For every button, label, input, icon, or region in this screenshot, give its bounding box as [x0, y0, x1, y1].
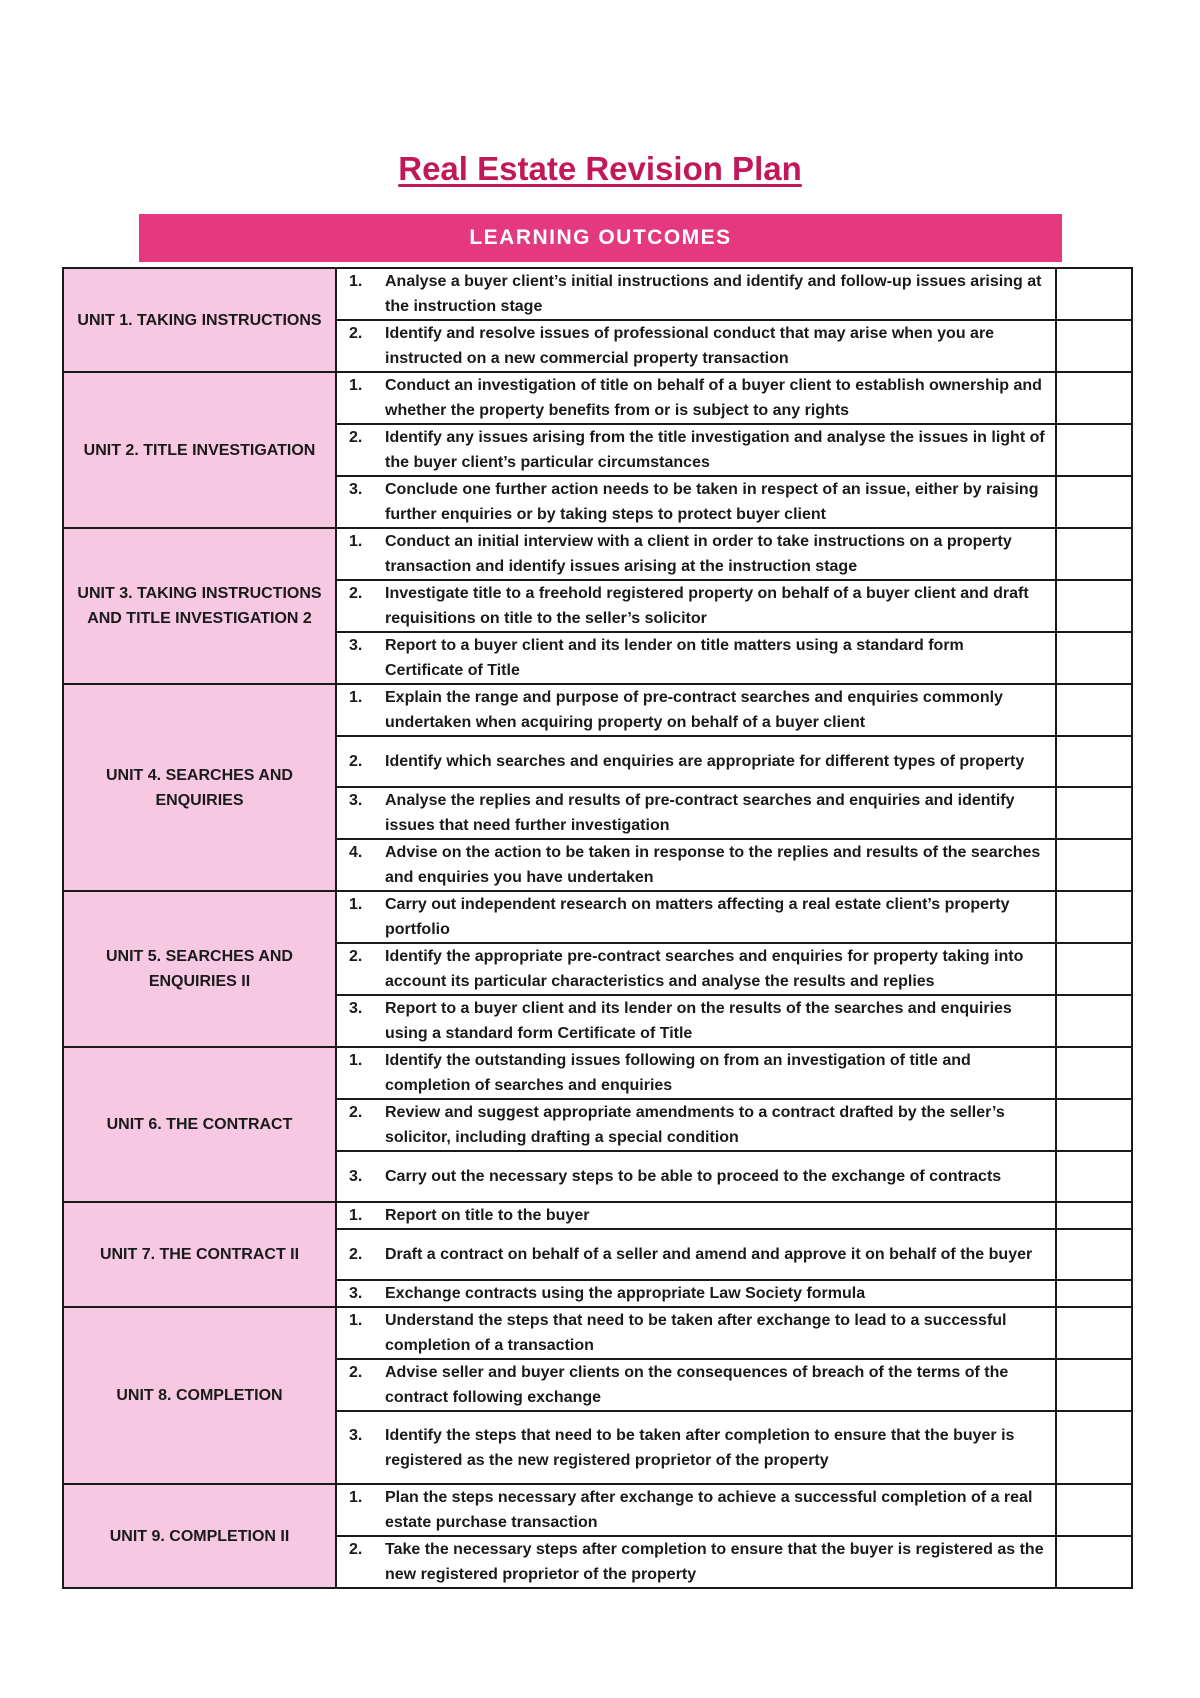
- outcome-cell: [336, 528, 1056, 580]
- outcome-item: [337, 1203, 1055, 1228]
- outcome-number: 1.: [349, 273, 363, 290]
- outcome-item: [337, 425, 1055, 475]
- outcome-text: Conclude one further action needs to be taken in respect of an issue, either by raising further enquiries or by taking steps to protect buyer client: [385, 481, 1039, 523]
- checkbox-cell[interactable]: [1056, 1202, 1132, 1229]
- outcome-item: [337, 1048, 1055, 1098]
- outcome-number: 1.: [349, 533, 363, 550]
- outcome-number: 1.: [349, 1207, 363, 1224]
- outcome-cell: [336, 1202, 1056, 1229]
- outcome-item: [337, 749, 1055, 774]
- outcome-item: [337, 373, 1055, 423]
- outcome-text: Advise on the action to be taken in response to the replies and results of the searches and enquiries you have undertaken: [385, 844, 1041, 886]
- outcome-item: [337, 996, 1055, 1046]
- outcome-number: 2.: [349, 325, 363, 342]
- checkbox-cell[interactable]: [1056, 736, 1132, 787]
- outcome-number: 3.: [349, 1426, 363, 1444]
- learning-outcomes-banner: LEARNING OUTCOMES: [139, 214, 1062, 262]
- outcome-text: Draft a contract on behalf of a seller and amend and approve it on behalf of the buyer: [385, 1246, 1033, 1263]
- outcome-text: Analyse a buyer client’s initial instructions and identify and follow-up issues arising at the instruction stage: [385, 273, 1042, 315]
- outcome-text: Identify the appropriate pre-contract searches and enquiries for property taking into account its particular characteristics and analyse the results and replies: [385, 948, 1024, 990]
- outcome-number: 3.: [349, 1285, 363, 1302]
- outcome-cell: [336, 632, 1056, 684]
- unit-title: UNIT 5. SEARCHES AND ENQUIRIES II: [63, 891, 336, 1047]
- checkbox-cell[interactable]: [1056, 268, 1132, 320]
- outcome-text: Carry out the necessary steps to be able to proceed to the exchange of contracts: [385, 1168, 1002, 1185]
- outcome-cell: [336, 684, 1056, 736]
- outcome-number: 2.: [349, 429, 363, 446]
- outcome-cell: [336, 839, 1056, 891]
- table-row: [63, 1484, 1132, 1536]
- table-row: [63, 1202, 1132, 1229]
- outcome-item: [337, 529, 1055, 579]
- outcome-item: [337, 685, 1055, 735]
- unit-title: UNIT 8. COMPLETION: [63, 1307, 336, 1484]
- outcome-cell: [336, 424, 1056, 476]
- outcome-cell: [336, 580, 1056, 632]
- outcome-text: Identify any issues arising from the title investigation and analyse the issues in light of the buyer client’s particular circumstances: [385, 429, 1045, 471]
- outcome-number: 3.: [349, 792, 363, 809]
- outcome-item: [337, 1242, 1055, 1267]
- outcomes-table: [62, 267, 1133, 1589]
- outcome-text: Identify which searches and enquiries are appropriate for different types of property: [385, 753, 1025, 770]
- outcome-item: [337, 477, 1055, 527]
- table-row: [63, 372, 1132, 424]
- checkbox-cell[interactable]: [1056, 1307, 1132, 1359]
- outcome-number: 3.: [349, 481, 363, 498]
- outcome-item: [337, 321, 1055, 371]
- outcome-number: 1.: [349, 1489, 363, 1506]
- outcome-text: Exchange contracts using the appropriate Law Society formula: [385, 1285, 866, 1302]
- outcome-cell: [336, 320, 1056, 372]
- unit-title: UNIT 2. TITLE INVESTIGATION: [63, 372, 336, 528]
- outcome-cell: [336, 995, 1056, 1047]
- table-row: [63, 684, 1132, 736]
- outcome-item: [337, 840, 1055, 890]
- outcome-text: Conduct an investigation of title on behalf of a buyer client to establish ownership and whether the property benefits from or is subject to any rights: [385, 377, 1042, 419]
- outcome-number: 2.: [349, 753, 363, 770]
- unit-title: UNIT 7. THE CONTRACT II: [63, 1202, 336, 1307]
- outcome-cell: [336, 1099, 1056, 1151]
- outcome-text: Identify and resolve issues of professional conduct that may arise when you are instructed on a new commercial property transaction: [385, 325, 995, 367]
- outcome-text: Identify the steps that need to be taken after completion to ensure that the buyer is registered as the new registered proprietor of the property: [385, 1426, 1015, 1469]
- outcome-number: 3.: [349, 1000, 363, 1017]
- outcome-number: 2.: [349, 1364, 363, 1381]
- checkbox-cell[interactable]: [1056, 1151, 1132, 1202]
- outcome-item: [337, 788, 1055, 838]
- outcome-cell: [336, 736, 1056, 787]
- outcome-cell: [336, 1359, 1056, 1411]
- checkbox-cell[interactable]: [1056, 1411, 1132, 1484]
- outcome-item: [337, 1360, 1055, 1410]
- outcome-text: Understand the steps that need to be taken after exchange to lead to a successful completion of a transaction: [385, 1312, 1007, 1354]
- outcome-text: Plan the steps necessary after exchange to achieve a successful completion of a real estate purchase transaction: [385, 1489, 1033, 1531]
- outcome-cell: [336, 476, 1056, 528]
- outcome-number: 1.: [349, 377, 363, 394]
- outcome-text: Carry out independent research on matters affecting a real estate client’s property portfolio: [385, 896, 1010, 938]
- checkbox-cell[interactable]: [1056, 891, 1132, 943]
- unit-title: UNIT 4. SEARCHES AND ENQUIRIES: [63, 684, 336, 891]
- outcome-text: Analyse the replies and results of pre-contract searches and enquiries and identify issues that need further investigation: [385, 792, 1015, 834]
- checkbox-cell[interactable]: [1056, 1280, 1132, 1307]
- outcome-item: [337, 892, 1055, 942]
- outcome-item: [337, 1281, 1055, 1306]
- outcome-cell: [336, 943, 1056, 995]
- checkbox-cell[interactable]: [1056, 1047, 1132, 1099]
- checkbox-cell[interactable]: [1056, 787, 1132, 839]
- outcome-text: Report to a buyer client and its lender on title matters using a standard form Certificate of Title: [385, 637, 964, 679]
- outcome-number: 2.: [349, 1541, 363, 1558]
- outcome-text: Advise seller and buyer clients on the consequences of breach of the terms of the contract following exchange: [385, 1364, 1009, 1406]
- checkbox-cell[interactable]: [1056, 684, 1132, 736]
- outcome-number: 2.: [349, 585, 363, 602]
- outcome-cell: [336, 891, 1056, 943]
- outcome-cell: [336, 1536, 1056, 1588]
- unit-title: UNIT 6. THE CONTRACT: [63, 1047, 336, 1202]
- outcome-item: [337, 1423, 1055, 1473]
- checkbox-cell[interactable]: [1056, 632, 1132, 684]
- outcome-cell: [336, 1307, 1056, 1359]
- checkbox-cell[interactable]: [1056, 424, 1132, 476]
- unit-title: UNIT 1. TAKING INSTRUCTIONS: [63, 268, 336, 372]
- checkbox-cell[interactable]: [1056, 1099, 1132, 1151]
- outcome-number: 2.: [349, 1246, 363, 1263]
- checkbox-cell[interactable]: [1056, 528, 1132, 580]
- outcome-item: [337, 944, 1055, 994]
- table-row: [63, 268, 1132, 320]
- outcome-text: Explain the range and purpose of pre-contract searches and enquiries commonly undertaken when acquiring property on behalf of a buyer client: [385, 689, 1003, 731]
- outcome-item: [337, 1308, 1055, 1358]
- outcome-text: Identify the outstanding issues following on from an investigation of title and completion of searches and enquiries: [385, 1052, 971, 1094]
- checkbox-cell[interactable]: [1056, 943, 1132, 995]
- table-row: [63, 1307, 1132, 1359]
- outcome-number: 1.: [349, 896, 363, 913]
- outcome-text: Take the necessary steps after completion to ensure that the buyer is registered as the new registered proprietor of the property: [385, 1541, 1044, 1583]
- outcome-cell: [336, 1411, 1056, 1484]
- outcome-cell: [336, 1047, 1056, 1099]
- outcome-text: Investigate title to a freehold registered property on behalf of a buyer client and draft requisitions on title to the seller’s solicitor: [385, 585, 1029, 627]
- outcome-number: 4.: [349, 844, 363, 861]
- outcome-text: Conduct an initial interview with a client in order to take instructions on a property transaction and identify issues arising at the instruction stage: [385, 533, 1012, 575]
- table-row: [63, 1047, 1132, 1099]
- checkbox-cell[interactable]: [1056, 1536, 1132, 1588]
- checkbox-cell[interactable]: [1056, 1229, 1132, 1280]
- checkbox-cell[interactable]: [1056, 476, 1132, 528]
- outcome-cell: [336, 1229, 1056, 1280]
- checkbox-cell[interactable]: [1056, 372, 1132, 424]
- checkbox-cell[interactable]: [1056, 1359, 1132, 1411]
- outcome-number: 1.: [349, 689, 363, 706]
- outcome-number: 1.: [349, 1312, 363, 1329]
- table-row: [63, 891, 1132, 943]
- outcome-cell: [336, 1151, 1056, 1202]
- outcome-item: [337, 581, 1055, 631]
- outcome-number: 2.: [349, 1104, 363, 1121]
- outcome-text: Report to a buyer client and its lender on the results of the searches and enquiries using a standard form Certificate of Title: [385, 1000, 1012, 1042]
- outcome-number: 1.: [349, 1052, 363, 1069]
- outcome-cell: [336, 372, 1056, 424]
- outcome-text: Report on title to the buyer: [385, 1207, 590, 1224]
- checkbox-cell[interactable]: [1056, 839, 1132, 891]
- page-title: Real Estate Revision Plan: [398, 150, 802, 187]
- outcome-number: 2.: [349, 948, 363, 965]
- checkbox-cell[interactable]: [1056, 1484, 1132, 1536]
- outcome-item: [337, 1485, 1055, 1535]
- outcome-cell: [336, 787, 1056, 839]
- outcome-number: 3.: [349, 637, 363, 654]
- unit-title: UNIT 9. COMPLETION II: [63, 1484, 336, 1588]
- outcome-text: Review and suggest appropriate amendments to a contract drafted by the seller’s solicitor, including drafting a special condition: [385, 1104, 1005, 1146]
- outcome-cell: [336, 1280, 1056, 1307]
- outcome-cell: [336, 1484, 1056, 1536]
- table-row: [63, 528, 1132, 580]
- checkbox-cell[interactable]: [1056, 320, 1132, 372]
- unit-title: UNIT 3. TAKING INSTRUCTIONS AND TITLE INVESTIGATION 2: [63, 528, 336, 684]
- outcome-item: [337, 633, 1055, 683]
- outcome-item: [337, 1537, 1055, 1587]
- checkbox-cell[interactable]: [1056, 580, 1132, 632]
- outcome-item: [337, 1100, 1055, 1150]
- outcome-cell: [336, 268, 1056, 320]
- outcome-number: 3.: [349, 1168, 363, 1185]
- checkbox-cell[interactable]: [1056, 995, 1132, 1047]
- outcome-item: [337, 1164, 1055, 1189]
- outcome-item: [337, 269, 1055, 319]
